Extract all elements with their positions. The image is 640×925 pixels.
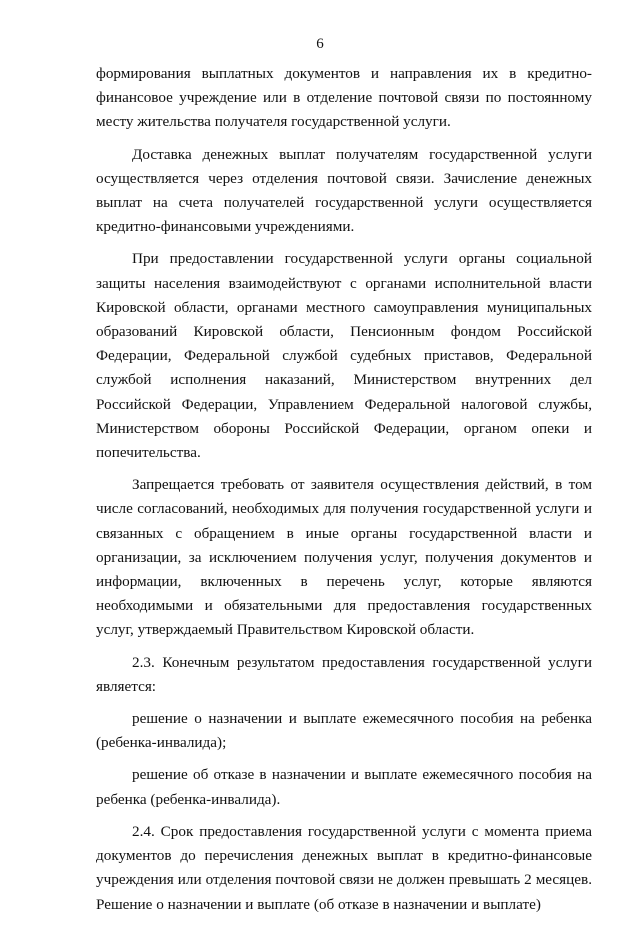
paragraph-interaction: При предоставлении государственной услуги органы социальной защиты населения взаимодействуют с органами исполнительной власти Кировской области, органами местного самоуправления муниципальных образований Кировской области, Пенсионным фондом Российской Федерации, Федеральной службой судебных приставов, Федеральной службой исполнения наказаний, Министерством внутренних дел Российской Федерации, Управлением Федеральной налоговой службы, Министерством обороны Российской Федерации, органом опеки и попечительства. [96, 250, 592, 462]
paragraph-prohibition: Запрещается требовать от заявителя осуществления действий, в том числе согласований, необходимых для получения государственной услуги и связанных с обращением в иные органы государственной власти и организации, за исключением получения услуг, получения документов и информации, включенных в перечень услуг, которые являются необходимыми и обязательными для предоставления государственных услуг, утверждаемый Правительством Кировской области. [96, 476, 592, 639]
document-body [96, 62, 592, 925]
paragraph-decision-grant: решение о назначении и выплате ежемесячного пособия на ребенка (ребенка-инвалида); [96, 710, 592, 752]
paragraph-continuation: формирования выплатных документов и направления их в кредитно-финансовое учреждение или в отделение почтовой связи по постоянному месту жительства получателя государственной услуги. [96, 65, 592, 131]
paragraph-delivery: Доставка денежных выплат получателям государственной услуги осуществляется через отделения почтовой связи. Зачисление денежных выплат на счета получателей государственной услуги осуществляется кредитно-финансовыми учреждениями. [96, 145, 592, 236]
paragraph-section-2-4: 2.4. Срок предоставления государственной услуги с момента приема документов до перечисления денежных выплат в кредитно-финансовые учреждения или отделения почтовой связи не должен превышать 2 месяцев. Решение о назначении и выплате (об отказе в назначении и выплате) [96, 822, 592, 913]
paragraph-section-2-3: 2.3. Конечным результатом предоставления государственной услуги является: [96, 653, 592, 695]
page-number: 6 [316, 36, 324, 52]
paragraph-decision-refusal: решение об отказе в назначении и выплате ежемесячного пособия на ребенка (ребенка-инвалида). [96, 766, 592, 808]
